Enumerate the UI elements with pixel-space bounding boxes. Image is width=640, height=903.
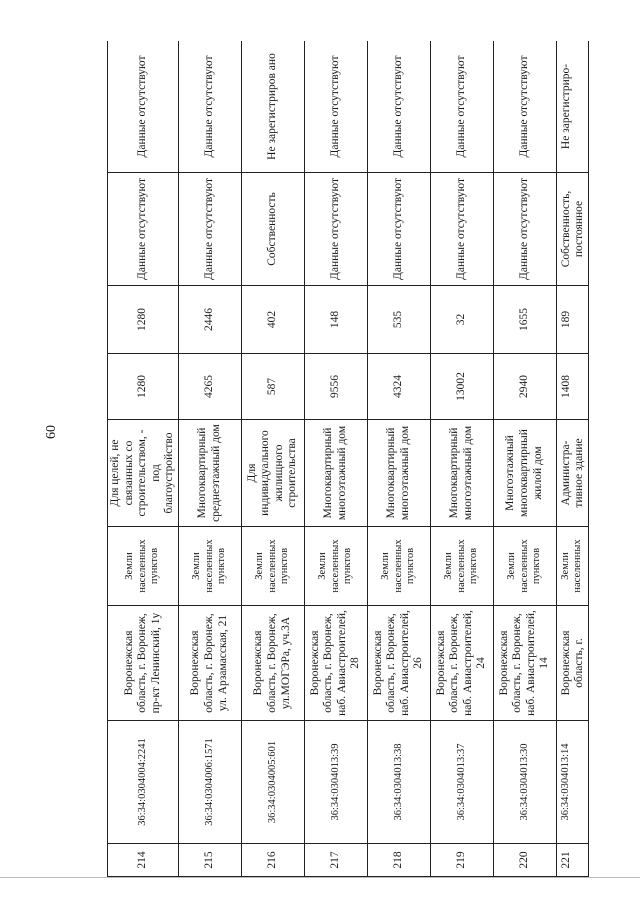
cell-area: 13002 — [430, 354, 493, 420]
cell-use: Многоквартирный многоэтажный дом — [304, 420, 367, 527]
cell-num: 214 — [108, 844, 179, 877]
cell-right: Собственность, постоянное — [556, 173, 588, 286]
cell-value: 189 — [556, 286, 588, 354]
cell-right: Данные отсутствуют — [493, 173, 556, 286]
cell-use: Для индивидуального жилищного строительства — [241, 420, 304, 527]
cell-area: 587 — [241, 354, 304, 420]
cell-use: Для целей, не связанных со строительством, - под благоустройство — [108, 420, 179, 527]
cell-encumbrance: Данные отсутствуют — [493, 41, 556, 173]
cell-area: 4265 — [178, 354, 241, 420]
cell-area: 9556 — [304, 354, 367, 420]
cell-num: 220 — [493, 844, 556, 877]
cell-right: Данные отсутствуют — [367, 173, 430, 286]
cell-category: Земли населенных пунктов — [241, 527, 304, 606]
cell-right: Данные отсутствуют — [430, 173, 493, 286]
cell-encumbrance: Данные отсутствуют — [430, 41, 493, 173]
cell-encumbrance: Не зарегистриров ано — [241, 41, 304, 173]
cell-num: 218 — [367, 844, 430, 877]
cell-address: Воронежская область, г. Воронеж, ул. Арзамасская, 21 — [178, 606, 241, 721]
table-row — [367, 41, 430, 877]
table-row — [430, 41, 493, 877]
cell-address: Воронежская область, г. Воронеж, наб. Авиастроителей, 26 — [367, 606, 430, 721]
cell-cadastral: 36:34:0304006:1571 — [178, 721, 241, 844]
cell-num: 221 — [556, 844, 588, 877]
cell-address: Воронежская область, г. Воронеж, пр-кт Ленинский, 1у — [108, 606, 179, 721]
cell-use: Многоквартирный многоэтажный дом — [430, 420, 493, 527]
cell-right: Данные отсутствуют — [304, 173, 367, 286]
table-row — [241, 41, 304, 877]
cell-area: 1280 — [108, 354, 179, 420]
cell-address: Воронежская область, г. Воронеж, ул.МОГЭРа, уч.3А — [241, 606, 304, 721]
register-table-frame — [107, 41, 618, 877]
cell-area: 4324 — [367, 354, 430, 420]
cell-encumbrance: Не зарегистриро- — [556, 41, 588, 173]
cell-use: Многоэтажный многоквартирный жилой дом — [493, 420, 556, 527]
cell-address: Воронежская область, г. Воронеж, наб. Авиастроителей, 28 — [304, 606, 367, 721]
cell-category: Земли населенных — [556, 527, 588, 606]
cell-value: 2446 — [178, 286, 241, 354]
table-row — [556, 41, 588, 877]
page-number: 60 — [44, 425, 59, 439]
cell-area: 1408 — [556, 354, 588, 420]
land-plots-table — [107, 41, 589, 877]
cell-use: Администра- тивное здание — [556, 420, 588, 527]
cell-address: Воронежская область, г. Воронеж, наб. Авиастроителей, 24 — [430, 606, 493, 721]
cell-value: 148 — [304, 286, 367, 354]
cell-encumbrance: Данные отсутствуют — [108, 41, 179, 173]
bottom-rule — [0, 877, 640, 878]
cell-cadastral: 36:34:0304013:30 — [493, 721, 556, 844]
table-row — [493, 41, 556, 877]
cell-right: Собственность — [241, 173, 304, 286]
cell-value: 1280 — [108, 286, 179, 354]
cell-right: Данные отсутствуют — [108, 173, 179, 286]
cell-cadastral: 36:34:0304013:37 — [430, 721, 493, 844]
cell-category: Земли населенных пунктов — [304, 527, 367, 606]
cell-cadastral: 36:34:0304013:38 — [367, 721, 430, 844]
cell-cadastral: 36:34:0304013:14 — [556, 721, 588, 844]
cell-value: 1655 — [493, 286, 556, 354]
cell-num: 217 — [304, 844, 367, 877]
cell-cadastral: 36:34:0304013:39 — [304, 721, 367, 844]
cell-right: Данные отсутствуют — [178, 173, 241, 286]
cell-category: Земли населенных пунктов — [493, 527, 556, 606]
cell-encumbrance: Данные отсутствуют — [367, 41, 430, 173]
cell-cadastral: 36:34:0304005:601 — [241, 721, 304, 844]
cell-value: 402 — [241, 286, 304, 354]
table-row — [178, 41, 241, 877]
cell-category: Земли населенных пунктов — [430, 527, 493, 606]
cell-value: 32 — [430, 286, 493, 354]
cell-address: Воронежская область, г. — [556, 606, 588, 721]
cell-category: Земли населенных пунктов — [178, 527, 241, 606]
cell-encumbrance: Данные отсутствуют — [304, 41, 367, 173]
cell-encumbrance: Данные отсутствуют — [178, 41, 241, 173]
cell-use: Многоквартирный многоэтажный дом — [367, 420, 430, 527]
cell-cadastral: 36:34:0304004:2241 — [108, 721, 179, 844]
table-row — [108, 41, 179, 877]
cell-area: 2940 — [493, 354, 556, 420]
cell-num: 216 — [241, 844, 304, 877]
cell-address: Воронежская область, г. Воронеж, наб. Авиастроителей, 14 — [493, 606, 556, 721]
table-body — [108, 41, 589, 877]
cell-category: Земли населенных пунктов — [108, 527, 179, 606]
cell-num: 215 — [178, 844, 241, 877]
cell-num: 219 — [430, 844, 493, 877]
cell-value: 535 — [367, 286, 430, 354]
table-row — [304, 41, 367, 877]
rotated-table — [107, 41, 618, 877]
cell-use: Многоквартирный среднеэтажный дом — [178, 420, 241, 527]
cell-category: Земли населенных пунктов — [367, 527, 430, 606]
